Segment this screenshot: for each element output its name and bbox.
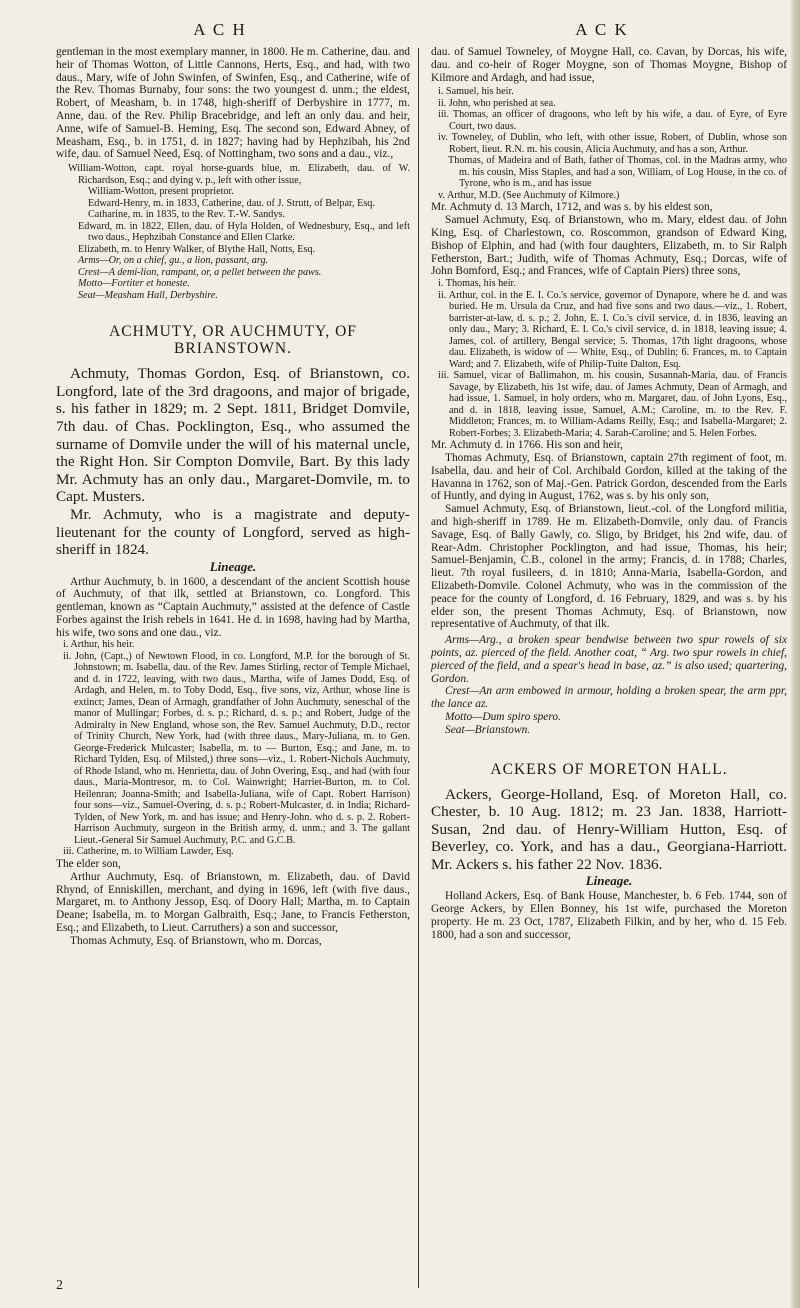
issue-entry: William-Wotton, capt. royal horse-guards blue, m. Elizabeth, dau. of W. Richardson, Esq.; and dying v. p., left with other issue, <box>68 163 410 186</box>
issue-entry: iii. Catherine, m. to William Lawder, Esq. <box>63 846 234 858</box>
family-title: ACKERS OF MORETON HALL. <box>490 760 728 778</box>
issue-entry: ii. Arthur, col. in the E. I. Co.'s service, governor of Dynapore, where he d. and was buried. He m. Ursula da Cruz, and had five sons and two daus.—viz., 1. Robert, barrister-at-law, d. s. p.; 2. John, E. I. Co.'s civil service, d. in 1836, leaving an only dau., Mary; 3. Richard, E. I. Co.'s civil service, d. in 1818, leaving issue; 4. James, col. of artillery, Bengal service; 5. Thomas, 17th light dragoons, whose dau. Elizabeth, is widow of — White, Esq., of Dublin; 6. Frances, m. to Captain Ward; and 7. Elizabeth, wife of Philip-Tuite Dalton, Esq. <box>438 289 787 370</box>
issue-entry: iii. Thomas, an officer of dragoons, who left by his wife, a dau. of Eyre, of Eyre Court, two daus. <box>438 109 787 132</box>
left-column <box>56 46 410 948</box>
paragraph: Mr. Achmuty d. 13 March, 1712, and was s. by his eldest son, <box>431 201 713 214</box>
paragraph: The elder son, <box>56 857 121 870</box>
seat-line: Seat—Measham Hall, Derbyshire. <box>78 289 218 301</box>
issue-entry: v. Arthur, M.D. (See Auchmuty of Kilmore.) <box>438 189 620 201</box>
running-header-right: A C K <box>575 20 629 39</box>
family-title: ACHMUTY, OR AUCHMUTY, OF BRIANSTOWN. <box>109 323 357 358</box>
arms-line: Arms—Or, on a chief, gu., a lion, passant, arg. <box>78 255 269 267</box>
lineage-paragraph: Thomas Achmuty, Esq. of Brianstown, captain 27th regiment of foot, m. Isabella, dau. and heir of Col. Archibald Gordon, killed at the taking of the Havanna in 1762, son of Maj.-Gen. Patrick Gordon, descended from the Earls of Huntly, and dying in August, 1762, was s. by his only son, <box>431 451 787 503</box>
lineage-paragraph: Arthur Auchmuty, b. in 1600, a descendant of the ancient Scottish house of Auchmuty, of that ilk, settled at Brianstown, co. Longford. This gentleman, known as “Captain Auchmuty,” assisted at the defence of Castle Forbes against the Irish rebels in 1641. He d. in 1698, having had by Martha, his wife, two sons and one dau., viz. <box>56 575 410 639</box>
issue-entry: iv. Towneley, of Dublin, who left, with other issue, Robert, of Dublin, whose son Robert, lieut. R.N. m. his cousin, Alicia Auchmuty, and has a son, Arthur. <box>438 132 787 155</box>
lineage-paragraph: Samuel Achmuty, Esq. of Brianstown, who m. Mary, eldest dau. of John King, Esq. of Charlestown, co. Roscommon, grandson of Edward King, Bishop of Elphin, and had (with four daughters, Elizabeth, m. to Sir Ralph Fetherston, Bart.; Judith, wife of Thomas Achmuty, Esq.; Dorcas, wife of John Bomford, Esq.; and Frances, wife of Captain Piers) three sons, <box>431 214 787 278</box>
lineage-paragraph: Samuel Achmuty, Esq. of Brianstown, lieut.-col. of the Longford militia, and high-sheriff in 1789. He m. Elizabeth-Domvile, only dau. of Francis Savage, Esq. of Bally Gawly, co. Sligo, by Bridget, his 2nd wife, dau. of Rear-Adm. Christopher Pocklington, and had issue, Thomas, his heir; Samuel-Benjamin, C.B., colonel in the army; Francis, d. in 1788; Charles, lieut. 7th royal fusileers, d. in 1810; Anna-Maria, Isabella-Gordon, and Elizabeth-Domvile. Colonel Achmuty, who was in the commission of the peace for the county of Longford, d. 16 February, 1829, and was s. by his elder son, the present Thomas Achmuty, Esq. of Brianstown, now representative of Auchmuty, of that ilk. <box>431 503 787 631</box>
issue-entry: Thomas, of Madeira and of Bath, father of Thomas, col. in the Madras army, who m. his cousin, Miss Staples, and had a son, William, of Log House, in the co. of Tyrone, who is m., and has issue <box>448 155 787 190</box>
page-edge <box>790 0 800 1308</box>
paragraph: gentleman in the most exemplary manner, in 1800. He m. Catherine, dau. and heir of Thomas Wotton, of Little Cannons, Herts, Esq., and had, with two daus., Mary, wife of John Swinfen, of Swinfen, Esq., and Catherine, wife of the Rev. Thomas Burnaby, four sons: the two youngest d. unm.; the eldest, Robert, of Measham, b. in 1748, high-sheriff of Derbyshire in 1777, m. Anne, dau. of the Rev. Philip Bracebridge, and left an only dau. and heir, Anne, wife of Samuel-B. Heming, Esq. The second son, Edward Abney, of Measham, Esq., b. in 1751, d. in 1827; having had by Hephzibah, his 2nd wife, dau. of Samuel Need, Esq. of Nottingham, two sons and a dau., viz., <box>56 46 410 161</box>
motto-line: Motto—Dum spiro spero. <box>445 710 561 723</box>
paragraph: dau. of Samuel Towneley, of Moygne Hall, co. Cavan, by Dorcas, his wife, dau. and co-heir of Roger Moygne, son of Thomas Moygne, Bishop of Kilmore and Ardagh, and had issue, <box>431 46 787 84</box>
crest-line: Crest—A demi-lion, rampant, or, a pellet between the paws. <box>78 266 322 278</box>
family-intro: Achmuty, Thomas Gordon, Esq. of Brianstown, co. Longford, late of the 3rd dragoons, and major of brigade, s. his father in 1829; m. 2 Sept. 1811, Bridget Domvile, 7th dau. of Chas. Pocklington, Esq., who assumed the surname of Domvile under the will of his maternal uncle, the Right Hon. Sir Compton Domvile, Bart. By this lady Mr. Achmuty has an only dau., Margaret-Domvile, m. to Capt. Musters. <box>56 365 410 506</box>
family-intro: Ackers, George-Holland, Esq. of Moreton Hall, co. Chester, b. 10 Aug. 1812; m. 23 Jan. 1838, Harriott-Susan, 2nd dau. of Henry-William Hutton, Esq. of Beverley, co. York, and has a dau., Georgiana-Harriott. Mr. Ackers s. his father 22 Nov. 1836. <box>431 785 787 873</box>
seat-line: Seat—Brianstown. <box>445 723 531 736</box>
column-divider <box>418 48 419 1288</box>
lineage-paragraph: Arthur Auchmuty, Esq. of Brianstown, m. Elizabeth, dau. of David Rhynd, of Enniskillen, merchant, and dying in 1696, left (with five daus., Margaret, m. to Anthony Jessop, Esq. of Doory Hall; Martha, m. to Captain Deane; Isabella, m. to Morgan Galbraith, Esq.; Jane, to Francis Fetherston, Esq.; and Elizabeth, to Lieut. Carruthers) a son and successor, <box>56 870 410 934</box>
issue-entry: Catharine, m. in 1835, to the Rev. T.-W. Sandys. <box>88 209 285 221</box>
issue-entry: iii. Samuel, vicar of Ballimahon, m. his cousin, Susannah-Maria, dau. of Francis Savage, by Elizabeth, his 1st wife, dau. of James Achmuty, Dean of Armagh, and had issue, 1. Samuel, in holy orders, who m. Margaret, dau. of John Lyons, Esq., and d. in 1818, leaving issue, Samuel, A.M.; Caroline, m. to the Rev. F. Middleton; Frances, m. to William-Adams Reilly, Esq.; and Isabella-Margaret; 2. Robert-Forbes; 3. Elizabeth-Maria; 4. Sarah-Caroline; and 5. Helen Forbes. <box>438 370 787 439</box>
issue-entry: Edward, m. in 1822, Ellen, dau. of Hyla Holden, of Wednesbury, Esq., and left two daus., Hephzibah Constance and Ellen Clarke. <box>78 220 410 244</box>
lineage-heading: Lineage. <box>585 873 633 889</box>
issue-entry: Edward-Henry, m. in 1833, Catherine, dau. of J. Strutt, of Belpar, Esq. <box>88 197 375 209</box>
page-number: 2 <box>56 1278 63 1293</box>
running-header-left: A C H <box>193 20 247 39</box>
issue-entry: i. Thomas, his heir. <box>438 278 516 290</box>
lineage-paragraph: Thomas Achmuty, Esq. of Brianstown, who m. Dorcas, <box>70 934 322 947</box>
issue-entry: William-Wotton, present proprietor. <box>88 186 234 198</box>
arms-line: Arms—Arg., a broken spear bendwise between two spur rowels of six points, az. pierced of the field. Another coat, “ Arg. two spur rowels in chief, pierced of the field, and a spear's head in base, az.” is also used; quartering, Gordon. <box>431 634 787 685</box>
crest-line: Crest—An arm embowed in armour, holding a broken spear, the arm ppr, the lance az. <box>431 685 787 711</box>
paragraph: Mr. Achmuty d. in 1766. His son and heir, <box>431 439 623 452</box>
issue-entry: i. Samuel, his heir. <box>438 86 514 98</box>
motto-line: Motto—Fortiter et honeste. <box>78 278 190 290</box>
right-column <box>431 46 787 941</box>
issue-entry: i. Arthur, his heir. <box>63 639 135 651</box>
lineage-heading: Lineage. <box>209 558 257 574</box>
issue-entry: Elizabeth, m. to Henry Walker, of Blythe Hall, Notts, Esq. <box>78 243 316 255</box>
family-intro-2: Mr. Achmuty, who is a magistrate and deputy-lieutenant for the county of Longford, served as high-sheriff in 1824. <box>56 505 410 559</box>
issue-entry: ii. John, (Capt.,) of Newtown Flood, in co. Longford, M.P. for the borough of St. Johnstown; m. Isabella, dau. of the Rev. James Stirling, rector of Temple Michael, and d. in 1722, leaving, with two daus., Martha, wife of James Dodd, Esq. of Ardagh, and Helen, m. to Toby Dodd, Esq., five sons, viz, Arthur, whose line is extinct; James, Dean of Armagh, grandfather of John Auchmuty, seneschal of the manor of Mullingar; Forbes, d. s. p.; Richard, d. s. p.; and Robert, Judge of the Admiralty in New England, whose son, the Rev. Samuel Auchmuty, D.D., rector of Trinity Church, New York, had (with three daus., Mary-Juliana, m. to Gen. George-Frederick Mulcaster; Isabella, m. to — Burton, Esq.; and Jane, m. to Richard Tylden, Esq. of Milsted,) three sons—viz., 1. Robert-Nichols Auchmuty, of Rhode Island, who m. Henrietta, dau. of John Overing, Esq., and had (with four daus., Maria-Montresor, m. to Col. Wainwright; Harriet-Burton, m. to Col. Heilenran; Joanna-Smith; and Isabella-Juliana, wife of Capt. Robert Harrison) four sons—viz., Samuel-Overing, d. s. p.; Robert-Mulcaster, d. in India; Richard-Tylden, of New York, m. and has issue; and Henry-John. who d. s. p. 2. Robert-Harrison Auchmuty, surgeon in the British army, d. unm.; and 3. The gallant Lieut.-General Sir Samuel Auchmuty, P.C. and G.C.B. <box>63 650 410 846</box>
issue-entry: ii. John, who perished at sea. <box>438 97 556 109</box>
lineage-paragraph: Holland Ackers, Esq. of Bank House, Manchester, b. 6 Feb. 1744, son of George Ackers, by Ellen Bonney, his 1st wife, purchased the Moreton property. He m. 23 Oct, 1787, Elizabeth Filkin, and by her, who d. 15 Feb. 1800, had a son and successor, <box>431 890 787 941</box>
